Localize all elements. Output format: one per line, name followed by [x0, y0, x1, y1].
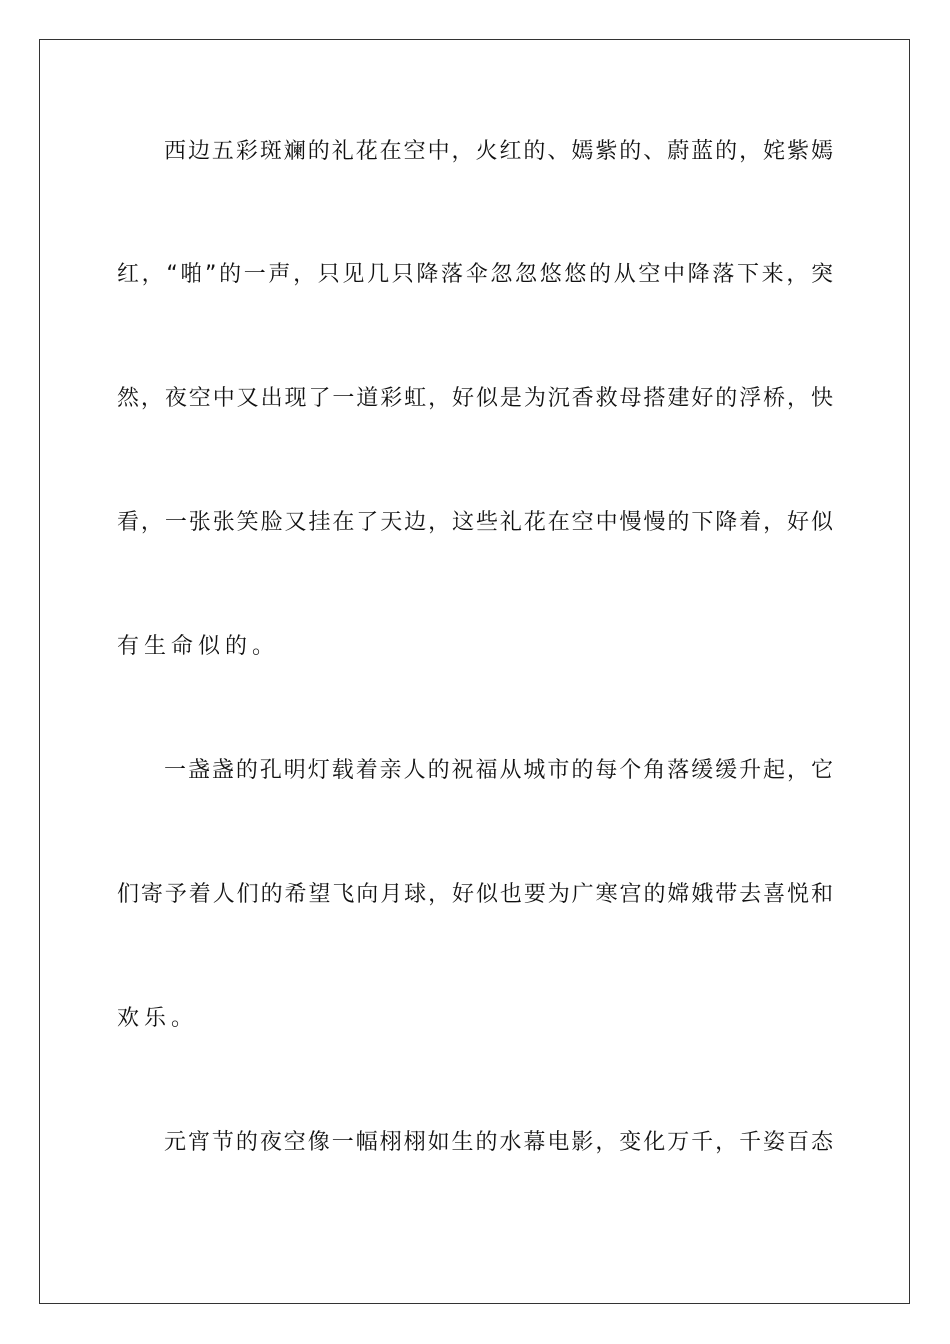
paragraph-1-line-3: 然，夜空中又出现了一道彩虹，好似是为沉香救母搭建好的浮桥，快 [117, 386, 833, 411]
paragraph-1-line-2: 红，“啪”的一声，只见几只降落伞忽忽悠悠的从空中降落下来，突 [117, 262, 833, 287]
paragraph-1-line-5: 有生命似的。 [117, 634, 280, 659]
paragraph-2-line-1: 一盏盏的孔明灯载着亲人的祝福从城市的每个角落缓缓升起，它 [164, 758, 833, 783]
page-border [39, 39, 910, 1304]
paragraph-2-line-3: 欢乐。 [117, 1006, 199, 1031]
paragraph-1-line-1: 西边五彩斑斓的礼花在空中，火红的、嫣紫的、蔚蓝的，姹紫嫣 [164, 139, 833, 164]
paragraph-1-line-4: 看，一张张笑脸又挂在了天边，这些礼花在空中慢慢的下降着，好似 [117, 510, 833, 535]
paragraph-3-line-1: 元宵节的夜空像一幅栩栩如生的水幕电影，变化万千，千姿百态 [164, 1130, 833, 1155]
paragraph-2-line-2: 们寄予着人们的希望飞向月球，好似也要为广寒宫的嫦娥带去喜悦和 [117, 882, 833, 907]
